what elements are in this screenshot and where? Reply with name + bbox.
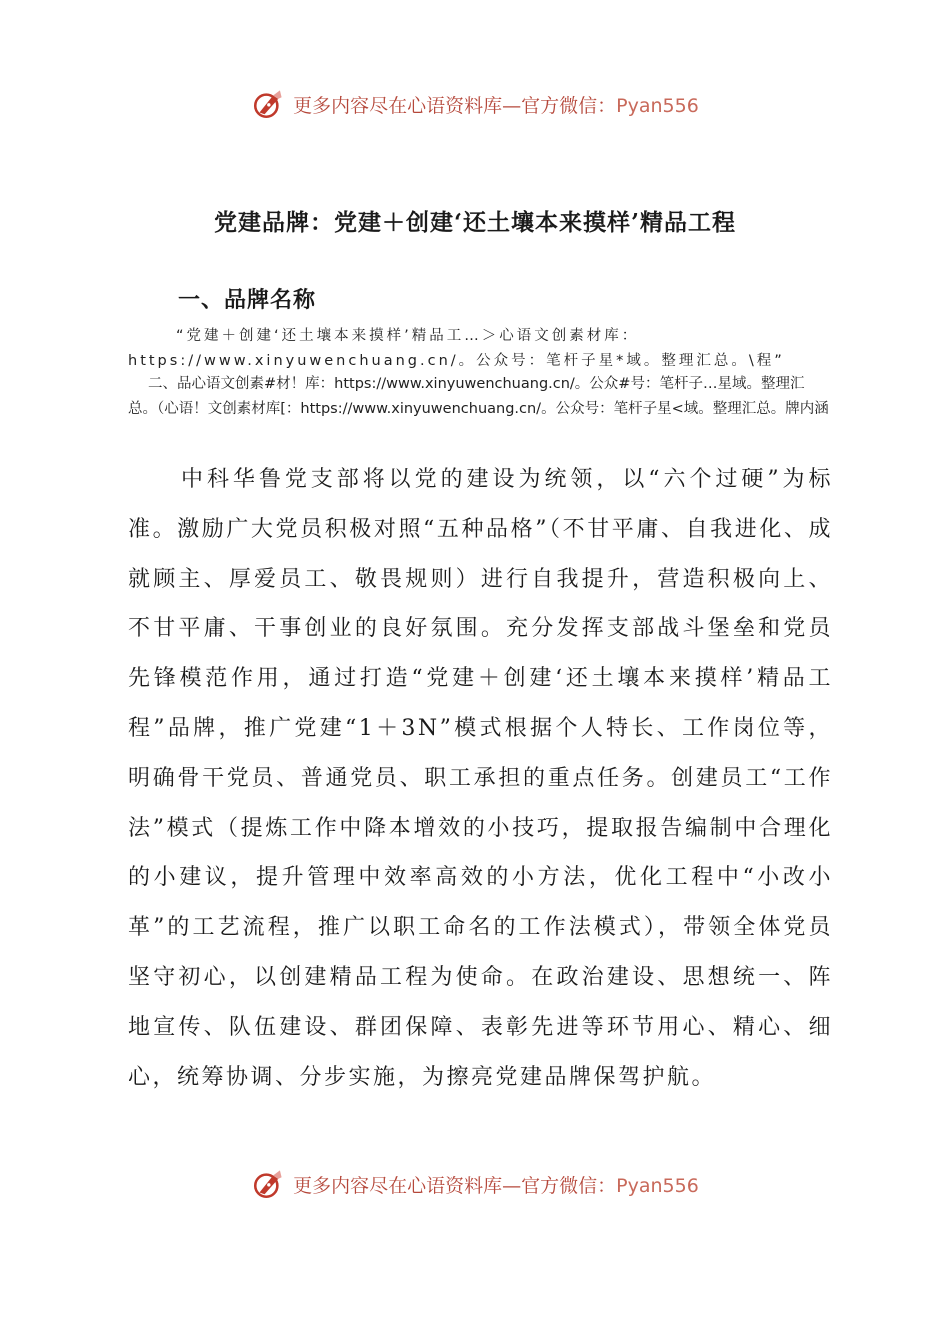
pen-nib-logo-icon [251, 87, 285, 121]
pen-nib-logo-icon [251, 1167, 285, 1201]
watermark-paragraph-1: “党建＋创建‘还土壤本来摸样’精品工…＞心语文创素材库：https://www.xinyuwenchuang.cn/。公众号：笔杆子星*域。整理汇总。\程” [128, 328, 785, 369]
banner-text: 更多内容尽在心语资料库—官方微信：Pyan556 [293, 94, 699, 117]
header-banner [0, 80, 950, 128]
footer-banner [0, 1160, 950, 1208]
document-title: 党建品牌：党建＋创建‘还土壤本来摸样’精品工程 [213, 209, 736, 236]
banner-text: 更多内容尽在心语资料库—官方微信：Pyan556 [293, 1174, 699, 1197]
body-paragraph: 中科华鲁党支部将以党的建设为统领，以“六个过硬”为标准。激励广大党员积极对照“五种品格”（不甘平庸、自我进化、成就顾主、厚爱员工、敬畏规则）进行自我提升，营造积极向上、不甘平庸、干事创业的良好氛围。充分发挥支部战斗堡垒和党员先锋模范作用，通过打造“党建＋创建‘还土壤本来摸样’精品工程”品牌，推广党建“1＋3N”模式根据个人特长、工作岗位等，明确骨干党员、普通党员、职工承担的重点任务。创建员工“工作法”模式（提炼工作中降本增效的小技巧，提取报告编制中合理化的小建议，提升管理中效率高效的小方法，优化工程中“小改小革”的工艺流程，推广以职工命名的工作法模式），带领全体党员坚守初心，以创建精品工程为使命。在政治建设、思想统一、阵地宣传、队伍建设、群团保障、表彰先进等环节用心、精心、细心，统筹协调、分步实施，为擦亮党建品牌保驾护航。 [128, 467, 833, 1090]
section-heading: 一、品牌名称 [178, 288, 317, 313]
watermark-paragraph-2: 二、品心语文创素#材！库：https://www.xinyuwenchuang.cn/。公众#号：笔杆子…星域。整理汇总。（心语！文创素材库[：https://www.xinyuwenchuang.cn/。公众号：笔杆子星<域。整理汇总。牌内涵 [128, 376, 829, 417]
